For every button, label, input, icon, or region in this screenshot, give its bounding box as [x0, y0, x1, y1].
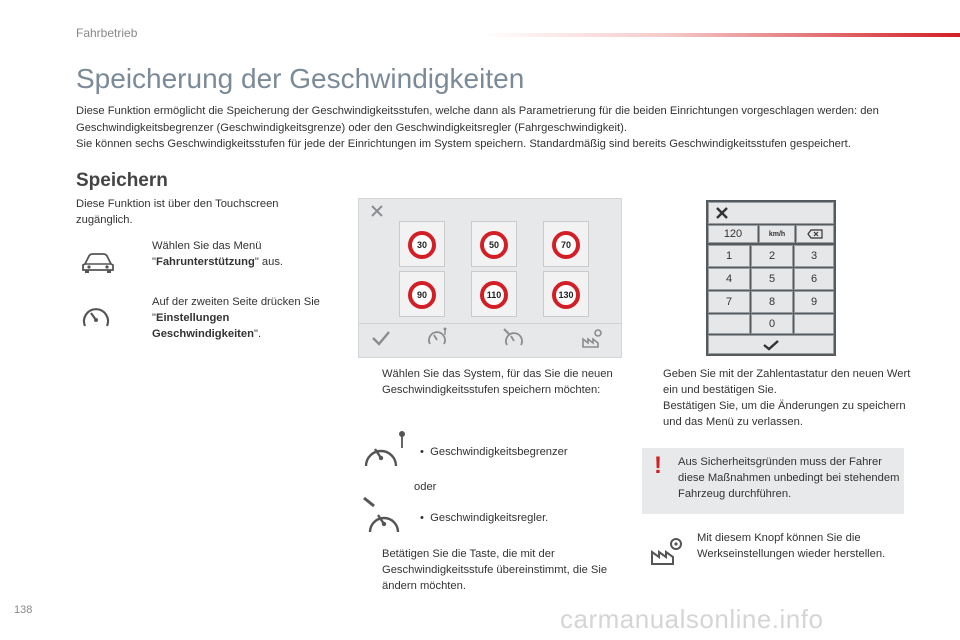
section-subtitle: Speichern [76, 170, 168, 191]
speed-cell[interactable] [471, 221, 517, 267]
intro-paragraph-2: Sie können sechs Geschwindigkeitsstufen für jede der Einrichtungen im System speichern. Standardmäßig sind bereits Geschwindigkeitsstufen gespeichert. [76, 138, 851, 150]
step-confirm: Bestätigen Sie, um die Änderungen zu speichern und das Menü zu verlassen. [663, 400, 906, 428]
section-label: Fahrbetrieb [76, 26, 138, 40]
key-3[interactable]: 3 [794, 245, 834, 267]
warning-icon: ! [654, 452, 662, 479]
check-icon[interactable] [371, 329, 391, 347]
speed-cell[interactable] [399, 271, 445, 317]
speed-settings-screen [358, 198, 622, 358]
keypad-screen [706, 200, 836, 356]
speed-sign: 30 [408, 231, 436, 259]
speed-value-field[interactable]: 120 [708, 225, 758, 243]
key-4[interactable]: 4 [708, 268, 750, 290]
access-text: Diese Funktion ist über den Touchscreen zugänglich. [76, 198, 279, 226]
car-icon [80, 250, 116, 274]
option-limiter: • Geschwindigkeitsbegrenzer [420, 446, 568, 458]
factory-reset-icon[interactable] [581, 327, 603, 349]
key-0[interactable]: 0 [751, 314, 793, 334]
key-7[interactable]: 7 [708, 291, 750, 313]
intro-text [76, 103, 896, 153]
unit-label: km/h [759, 225, 795, 243]
watermark: carmanualsonline.info [560, 604, 824, 634]
warning-text: Aus Sicherheitsgründen muss der Fahrer diese Maßnahmen unbedingt bei stehendem Fahrzeug durchführen. [678, 456, 900, 500]
bullet-dot: • [420, 512, 424, 524]
backspace-key[interactable] [796, 225, 834, 243]
speed-limiter-icon[interactable] [427, 327, 449, 349]
speed-cell[interactable] [543, 221, 589, 267]
step-press-button: Betätigen Sie die Taste, die mit der Geschwindigkeitsstufe übereinstimmt, die Sie ändern möchten. [382, 548, 608, 592]
speed-limiter-icon [362, 428, 410, 472]
step-enter-value: Geben Sie mit der Zahlentastatur den neuen Wert ein und bestätigen Sie. [663, 368, 911, 396]
key-8[interactable]: 8 [751, 291, 793, 313]
step-settings: Auf der zweiten Seite drücken Sie "Einstellungen Geschwindigkeiten". [152, 296, 320, 340]
cruise-control-icon [362, 496, 410, 536]
key-5[interactable]: 5 [751, 268, 793, 290]
speed-cell[interactable] [399, 221, 445, 267]
bullet-dot: • [420, 446, 424, 458]
key-blank [794, 314, 834, 334]
divider [359, 323, 621, 324]
check-icon [762, 339, 780, 351]
key-6[interactable]: 6 [794, 268, 834, 290]
backspace-icon [807, 229, 823, 239]
page-title: Speicherung der Geschwindigkeiten [76, 63, 525, 94]
key-1[interactable]: 1 [708, 245, 750, 267]
key-9[interactable]: 9 [794, 291, 834, 313]
step-select-menu: Wählen Sie das Menü "Fahrunterstützung" aus. [152, 240, 284, 268]
speed-sign: 70 [552, 231, 580, 259]
speedometer-icon [80, 302, 112, 334]
speed-cell[interactable] [471, 271, 517, 317]
close-icon[interactable] [715, 206, 729, 220]
keypad-header [708, 202, 834, 224]
speed-sign: 90 [408, 281, 436, 309]
step-select-system: Wählen Sie das System, für das Sie die neuen Geschwindigkeitsstufen speichern möchten: [382, 368, 613, 396]
confirm-button[interactable] [708, 335, 834, 354]
warning-box [642, 448, 904, 514]
reset-text: Mit diesem Knopf können Sie die Werkseinstellungen wieder herstellen. [697, 532, 886, 560]
speed-cell[interactable] [543, 271, 589, 317]
speed-sign: 130 [552, 281, 580, 309]
header-rule [480, 33, 960, 37]
speed-sign: 110 [480, 281, 508, 309]
key-2[interactable]: 2 [751, 245, 793, 267]
speed-sign: 50 [480, 231, 508, 259]
intro-paragraph-1: Diese Funktion ermöglicht die Speicherung der Geschwindigkeitsstufen, welche dann als Parametrierung für die beiden Einrichtungen vorgeschlagen werden: den Geschwindigkeitsbegrenzer (Geschwindigkeitsgrenze) oder den Geschwindigkeitsregler (Fahrgeschwindigkeit). [76, 105, 879, 134]
or-text: oder [414, 481, 437, 493]
settings-name: Einstellungen Geschwindigkeiten [152, 312, 254, 340]
page-number: 138 [14, 604, 33, 616]
factory-reset-icon [650, 534, 686, 566]
menu-name: Fahrunterstützung [155, 256, 255, 268]
key-blank [708, 314, 750, 334]
option-cruise: • Geschwindigkeitsregler. [420, 512, 549, 524]
cruise-control-icon[interactable] [503, 327, 525, 349]
close-icon[interactable] [369, 203, 385, 219]
